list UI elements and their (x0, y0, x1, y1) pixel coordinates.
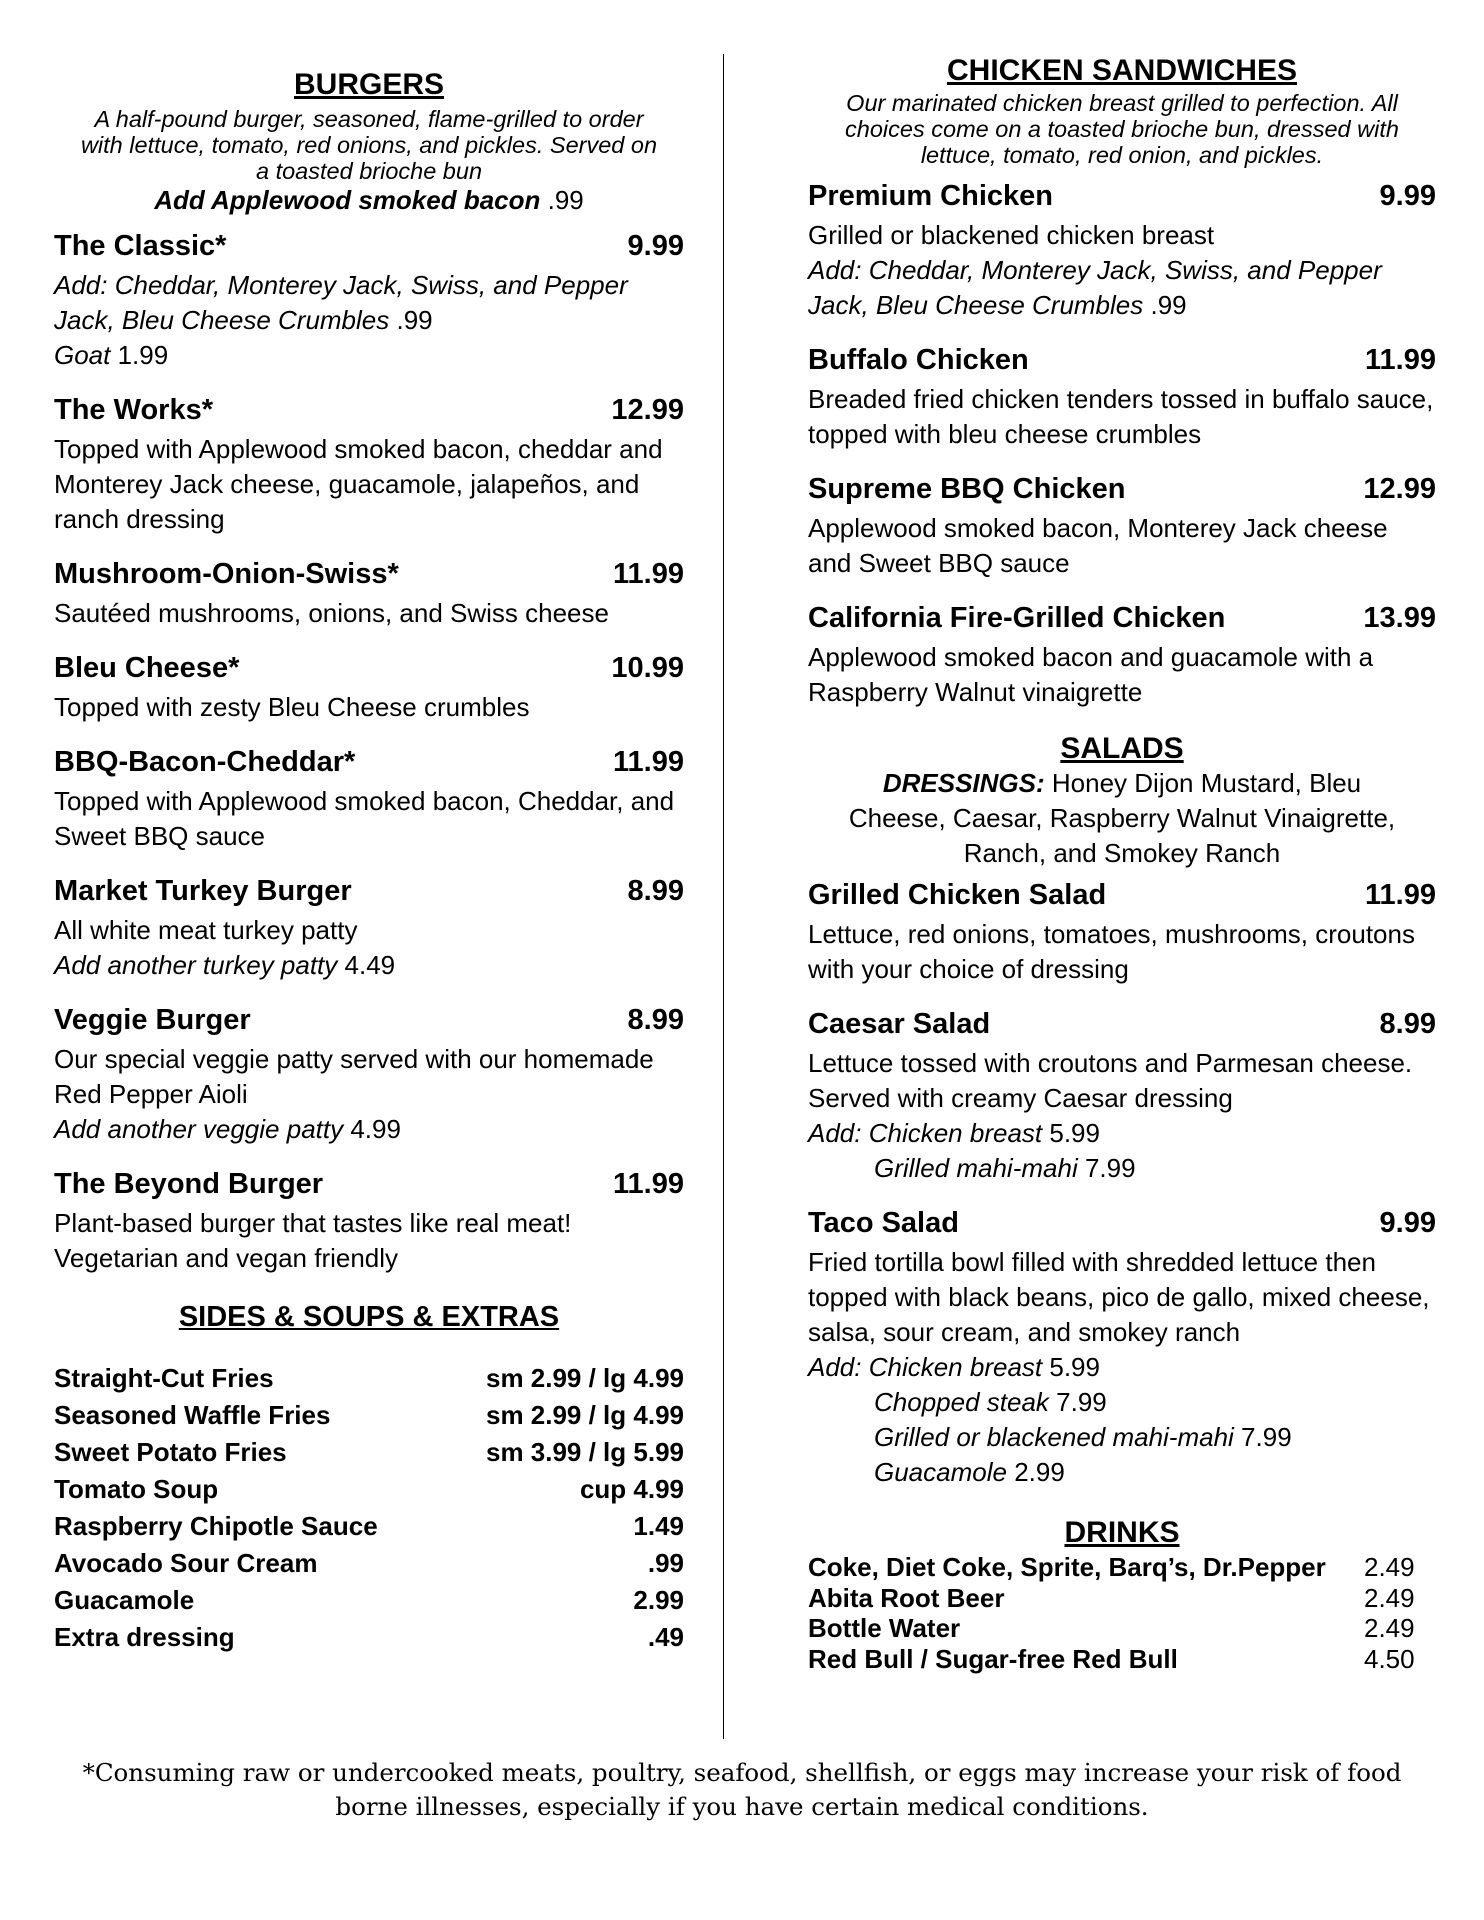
menu-item-description: Applewood smoked bacon, Monterey Jack cheese and Sweet BBQ sauce (808, 513, 1388, 578)
right-column (808, 0, 1436, 1674)
menu-item (54, 1002, 684, 1147)
menu-item-price: 11.99 (613, 746, 684, 778)
menu-item-header (808, 342, 1436, 378)
menu-item-price: 9.99 (1379, 1207, 1436, 1239)
side-item-price: sm 2.99 / lg 4.99 (485, 1363, 684, 1393)
menu-item-addon (54, 338, 684, 373)
column-divider (723, 54, 724, 1739)
addon-text: Add: Chicken breast (808, 1118, 1043, 1148)
burgers-title: BURGERS (293, 68, 444, 101)
menu-item-price: 8.99 (1379, 1008, 1436, 1040)
drink-item (808, 1613, 1436, 1644)
addon-price: 5.99 (1042, 1118, 1100, 1148)
side-item (54, 1545, 684, 1582)
side-item-price: sm 2.99 / lg 4.99 (485, 1400, 684, 1430)
addon-text: Add another veggie patty (54, 1114, 344, 1144)
menu-item (54, 392, 684, 537)
menu-item-header (54, 1002, 684, 1038)
menu-item (808, 1006, 1436, 1186)
drinks-title: DRINKS (1064, 1516, 1180, 1549)
menu-item (54, 228, 684, 373)
side-item-price: .49 (647, 1622, 684, 1652)
menu-item-addon (54, 1112, 684, 1147)
addon-price: 1.99 (110, 340, 169, 370)
addon-text: Guacamole (874, 1457, 1007, 1487)
addon-text: Chopped steak (874, 1387, 1049, 1417)
menu-item-header (808, 178, 1436, 214)
menu-item-addon (54, 948, 684, 983)
side-item (54, 1434, 684, 1471)
menu-item-addon (808, 1455, 1436, 1490)
menu-item-header (808, 600, 1436, 636)
menu-item-header (54, 392, 684, 428)
menu-item-price: 9.99 (627, 230, 684, 262)
addon-price: 5.99 (1042, 1352, 1100, 1382)
side-item-name: Extra dressing (54, 1622, 235, 1652)
menu-item (54, 873, 684, 983)
addon-text: Add: Cheddar, Monterey Jack, Swiss, and Pepper (808, 255, 1382, 285)
side-item-name: Tomato Soup (54, 1474, 219, 1504)
health-disclaimer: *Consuming raw or undercooked meats, poultry, seafood, shellfish, or eggs may increase your risk of food borne illnesses, especially if you have certain medical conditions. (82, 1758, 1402, 1821)
menu-item-header (808, 1205, 1436, 1241)
menu-item (54, 744, 684, 854)
menu-item-header (808, 471, 1436, 507)
salads-title: SALADS (1060, 732, 1184, 765)
addon-text: Grilled or blackened mahi-mahi (874, 1422, 1234, 1452)
menu-item-price: 11.99 (613, 558, 684, 590)
side-item-price: cup 4.99 (579, 1474, 684, 1504)
menu-item (808, 1205, 1436, 1490)
menu-item (808, 178, 1436, 323)
addon-text: Jack, Bleu Cheese Crumbles (808, 290, 1144, 320)
addon-price: .99 (389, 305, 433, 335)
side-item-price: sm 3.99 / lg 5.99 (485, 1437, 684, 1467)
side-item-name: Avocado Sour Cream (54, 1548, 318, 1578)
menu-item-price: 12.99 (1363, 473, 1436, 505)
menu-item-price: 12.99 (611, 394, 684, 426)
side-item-price: 1.49 (633, 1511, 684, 1541)
menu-item-name: The Beyond Burger (54, 1168, 324, 1200)
addon-price: .99 (1143, 290, 1187, 320)
menu-item (54, 1166, 684, 1276)
drink-price: 2.49 (1364, 1613, 1415, 1643)
menu-item-name: Taco Salad (808, 1207, 959, 1239)
menu-item-name: Bleu Cheese* (54, 652, 240, 684)
side-item (54, 1397, 684, 1434)
side-item-price: .99 (647, 1548, 684, 1578)
addon-text: Add: Chicken breast (808, 1352, 1043, 1382)
menu-item-price: 8.99 (627, 875, 684, 907)
side-item (54, 1508, 684, 1545)
drink-item (808, 1644, 1436, 1675)
side-item-name: Guacamole (54, 1585, 195, 1615)
sides-title: SIDES & SOUPS & EXTRAS (178, 1301, 560, 1333)
drink-name: Red Bull / Sugar-free Red Bull (808, 1643, 1178, 1674)
menu-item-name: Premium Chicken (808, 180, 1053, 212)
menu-item-description: Lettuce, red onions, tomatoes, mushrooms, croutons with your choice of dressing (808, 919, 1415, 984)
left-column (54, 0, 684, 1656)
menu-item-addon (808, 1420, 1436, 1455)
menu-item-price: 8.99 (627, 1004, 684, 1036)
burgers-bacon-addon: Add Applewood smoked bacon .99 (154, 185, 584, 215)
side-item-name: Sweet Potato Fries (54, 1437, 287, 1467)
addon-text: Jack, Bleu Cheese Crumbles (54, 305, 390, 335)
menu-item-name: Grilled Chicken Salad (808, 879, 1107, 911)
menu-item-addon (808, 1385, 1436, 1420)
drink-price: 4.50 (1364, 1643, 1415, 1674)
menu-item-description: Topped with zesty Bleu Cheese crumbles (54, 692, 530, 722)
menu-item-price: 11.99 (613, 1168, 684, 1200)
menu-item-header (54, 650, 684, 686)
menu-item (808, 600, 1436, 710)
drink-item (808, 1583, 1436, 1614)
menu-item-name: Supreme BBQ Chicken (808, 473, 1126, 505)
menu-item-name: The Works* (54, 394, 214, 426)
menu-item-name: The Classic* (54, 230, 227, 262)
menu-item-description: Sautéed mushrooms, onions, and Swiss cheese (54, 598, 609, 628)
menu-item-name: BBQ-Bacon-Cheddar* (54, 746, 356, 778)
burger-items (54, 228, 684, 1276)
menu-item-addon (808, 1350, 1436, 1385)
drink-price: 2.49 (1364, 1582, 1415, 1613)
menu-item (54, 556, 684, 631)
menu-item (808, 471, 1436, 581)
chicken-title: CHICKEN SANDWICHES (946, 54, 1297, 87)
burgers-description: A half-pound burger, seasoned, flame-grilled to order with lettuce, tomato, red onions, and pickles. Served on a toasted brioche bun (80, 106, 658, 184)
menu-item-price: 10.99 (611, 652, 684, 684)
menu-item-addon (808, 288, 1436, 323)
addon-text: Grilled mahi-mahi (874, 1153, 1078, 1183)
addon-price: 2.99 (1006, 1457, 1065, 1487)
menu-item-header (808, 877, 1436, 913)
menu-item-description: Topped with Applewood smoked bacon, cheddar and Monterey Jack cheese, guacamole, jalapeños, and ranch dressing (54, 434, 663, 534)
menu-item-addon (808, 1151, 1436, 1186)
menu-item-name: Caesar Salad (808, 1008, 991, 1040)
menu-item-price: 11.99 (1365, 879, 1436, 911)
menu-item-name: California Fire-Grilled Chicken (808, 602, 1226, 634)
side-item-name: Raspberry Chipotle Sauce (54, 1511, 378, 1541)
drink-name: Abita Root Beer (808, 1582, 1005, 1613)
addon-text: Add another turkey patty (54, 950, 338, 980)
addon-text: Goat (54, 340, 111, 370)
drink-item (808, 1552, 1436, 1583)
addon-price: 4.49 (337, 950, 396, 980)
side-item (54, 1360, 684, 1397)
addon-price: 4.99 (343, 1114, 401, 1144)
side-item (54, 1582, 684, 1619)
menu-item-name: Market Turkey Burger (54, 875, 352, 907)
addon-text: Add: Cheddar, Monterey Jack, Swiss, and Pepper (54, 270, 628, 300)
menu-item-header (54, 1166, 684, 1202)
drink-price: 2.49 (1364, 1552, 1415, 1582)
menu-item (808, 877, 1436, 987)
side-item (54, 1471, 684, 1508)
menu-item-name: Mushroom-Onion-Swiss* (54, 558, 399, 590)
menu-item (54, 650, 684, 725)
menu-item-addon (54, 268, 684, 303)
menu-item-addon (808, 1116, 1436, 1151)
addon-price: 7.99 (1048, 1387, 1107, 1417)
salad-dressings: DRESSINGS: Honey Dijon Mustard, Bleu Cheese, Caesar, Raspberry Walnut Vinaigrette, Ranch, and Smokey Ranch (848, 768, 1396, 868)
menu-item-header (808, 1006, 1436, 1042)
menu-item-header (54, 556, 684, 592)
menu-item-description: Grilled or blackened chicken breast (808, 220, 1215, 250)
menu-item-name: Buffalo Chicken (808, 344, 1029, 376)
drink-name: Bottle Water (808, 1613, 961, 1643)
menu-item-addon (54, 303, 684, 338)
menu-item-name: Veggie Burger (54, 1004, 251, 1036)
addon-price: 7.99 (1233, 1422, 1292, 1452)
menu-item-price: 9.99 (1379, 180, 1436, 212)
menu-item-header (54, 744, 684, 780)
menu-item-description: Our special veggie patty served with our homemade Red Pepper Aioli (54, 1044, 654, 1109)
side-item-name: Seasoned Waffle Fries (54, 1400, 331, 1430)
menu-item-addon (808, 253, 1436, 288)
menu-item-price: 11.99 (1365, 344, 1436, 376)
side-item-name: Straight-Cut Fries (54, 1363, 274, 1393)
menu-item-description: Applewood smoked bacon and guacamole with a Raspberry Walnut vinaigrette (808, 642, 1374, 707)
chicken-items (808, 178, 1436, 710)
salad-items (808, 877, 1436, 1490)
chicken-description: Our marinated chicken breast grilled to perfection. All choices come on a toasted brioche bun, dressed with lettuce, tomato, red onion, and pickles. (845, 90, 1399, 168)
menu-item-description: All white meat turkey patty (54, 915, 358, 945)
drink-name: Coke, Diet Coke, Sprite, Barq’s, Dr.Pepper (808, 1552, 1326, 1582)
menu-item-header (54, 873, 684, 909)
side-item (54, 1619, 684, 1656)
menu-item-description: Lettuce tossed with croutons and Parmesan cheese. Served with creamy Caesar dressing (808, 1048, 1413, 1113)
menu-item (808, 342, 1436, 452)
sides-list (54, 1360, 684, 1656)
menu-item-description: Topped with Applewood smoked bacon, Cheddar, and Sweet BBQ sauce (54, 786, 675, 851)
menu-item-description: Breaded fried chicken tenders tossed in buffalo sauce, topped with bleu cheese crumbles (808, 384, 1434, 449)
menu-item-description: Fried tortilla bowl filled with shredded lettuce then topped with black beans, pico de gallo, mixed cheese, salsa, sour cream, and smokey ranch (808, 1247, 1430, 1347)
side-item-price: 2.99 (633, 1585, 684, 1615)
menu-item-description: Plant-based burger that tastes like real meat! Vegetarian and vegan friendly (54, 1208, 572, 1273)
menu-item-price: 13.99 (1363, 602, 1436, 634)
drinks-list (808, 1552, 1436, 1674)
menu-item-header (54, 228, 684, 264)
addon-price: 7.99 (1077, 1153, 1136, 1183)
